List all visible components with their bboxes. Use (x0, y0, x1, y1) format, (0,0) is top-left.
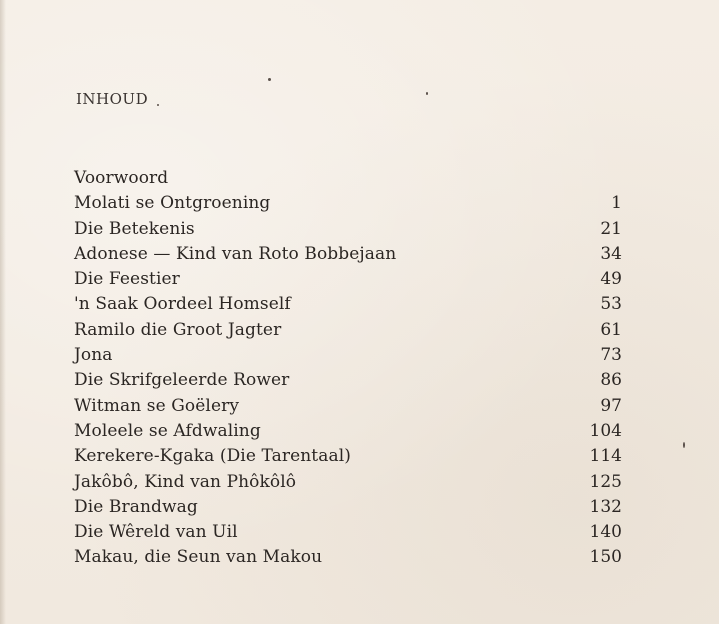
page-edge-shadow (0, 0, 6, 624)
toc-entry-page: 150 (589, 547, 622, 568)
toc-entry-page: 73 (600, 345, 622, 366)
toc-entry (74, 419, 622, 444)
paper-speck (268, 78, 271, 81)
toc-entry-title: Die Feestier (74, 269, 180, 290)
toc-entry-page: 97 (600, 395, 622, 416)
toc-entry-page: 114 (589, 446, 622, 467)
toc-entry-page: 1 (611, 193, 622, 214)
toc-entry-title: Die Skrifgeleerde Rower (74, 370, 290, 391)
page-title: INHOUD (76, 90, 149, 108)
toc-entry-title: Die Betekenis (74, 218, 195, 239)
toc-entry-title: Moleele se Afdwaling (74, 420, 261, 441)
toc-entry-page: 140 (589, 522, 622, 543)
toc-entry (74, 520, 622, 545)
toc-entry (74, 444, 622, 469)
toc-entry (74, 166, 622, 191)
toc-entry (74, 191, 622, 216)
toc-entry (74, 495, 622, 520)
toc-entry-title: 'n Saak Oordeel Homself (74, 294, 291, 315)
paper-speck (157, 104, 159, 106)
toc-entry-title: Molati se Ontgroening (74, 193, 271, 214)
toc-entry-page: 53 (600, 294, 622, 315)
toc-entry (74, 368, 622, 393)
toc-entry-title: Adonese — Kind van Roto Bobbejaan (74, 243, 397, 264)
toc-entry-page: 61 (600, 319, 622, 340)
toc-entry-title: Jakôbô, Kind van Phôkôlô (74, 471, 297, 492)
toc-entry-title: Voorwoord (74, 168, 169, 188)
toc-entry-page: 34 (600, 243, 622, 264)
toc-entry-page: 132 (589, 496, 622, 517)
toc-entry-page: 125 (589, 471, 622, 492)
toc-entry-title: Ramilo die Groot Jagter (74, 319, 282, 340)
toc-entry-page: 49 (600, 269, 622, 290)
toc-entry-title: Die Wêreld van Uil (74, 522, 238, 543)
toc-entry (74, 394, 622, 419)
toc-entry (74, 318, 622, 343)
toc-entry-title: Kerekere-Kgaka (Die Tarentaal) (74, 446, 351, 467)
toc-entry (74, 292, 622, 317)
toc-entry (74, 242, 622, 267)
toc-entry (74, 267, 622, 292)
toc-entry-page: 104 (589, 420, 622, 441)
toc-entry (74, 343, 622, 368)
toc-entry-page: 86 (600, 370, 622, 391)
toc-entry (74, 217, 622, 242)
toc-entry-page: 21 (600, 218, 622, 239)
toc-entry (74, 545, 622, 570)
toc-entry (74, 470, 622, 495)
paper-speck (683, 442, 685, 448)
toc-entry-title: Makau, die Seun van Makou (74, 547, 323, 568)
toc-entry-title: Witman se Goëlery (74, 395, 240, 416)
table-of-contents (74, 166, 622, 571)
toc-entry-title: Die Brandwag (74, 496, 198, 517)
toc-entry-title: Jona (74, 345, 113, 366)
paper-speck (426, 92, 428, 95)
